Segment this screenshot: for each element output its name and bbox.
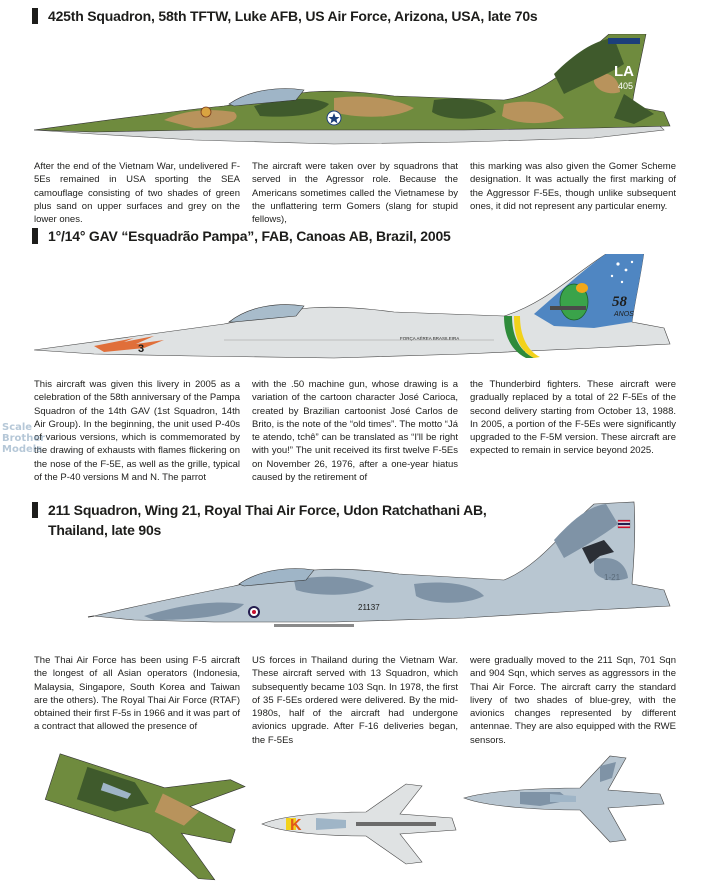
tail-number-405: 405 [618,81,634,91]
nose-number-3: 3 [138,343,145,355]
section-2-title: 1°/14° GAV “Esquadrão Pampa”, FAB, Canoas AB, Brazil, 2005 [48,228,451,244]
section-1-column-3: this marking was also given the Gomer Scheme designation. It was actually the first marking of the Aggressor F-5Es, though unlike subsequent ones, it did not represent any particular enemy. [470,161,676,212]
watermark-line-2: Brother [2,433,46,444]
heading-bar [32,8,38,24]
plan-view-marking-k: K [290,817,302,834]
tail-number-thai: 1-21 [604,573,621,582]
tail-badge-anos: ANOS [614,311,634,318]
section-2-heading [32,226,451,246]
tail-code-la: LA [614,63,634,80]
section-3-column-2: US forces in Thailand during the Vietnam War. These aircraft served with 13 Squadron, which subsequently became 103 Sqn. In 1978, the first of 35 F-5Es ordered were delivered. By the mid-1980s, half of the aircraft had undergone avionics upgrade. After F-16 deliveries began, the F-5Es [252,655,458,746]
section-3-column-1: The Thai Air Force has been using F-5 aircraft the longest of all Asian operators (Indonesia, Malaysia, Singapore, South Korea and Taiwan are the others). The Royal Thai Air Force (RTAF) obtained their first F-5s in 1966 and it was part of a contract that allowed the presence of [34,655,240,733]
section-1-heading [32,6,538,26]
watermark-line-3: Models [2,444,43,455]
section-3-title-line-2: Thailand, late 90s [48,522,162,538]
fuselage-text-fab: FORÇA AÉREA BRASILEIRA [400,336,460,341]
tail-badge-58: 58 [612,294,627,310]
f5e-usaf-side-profile [34,34,674,152]
f5e-brazil-top-view [256,770,466,882]
section-1-column-1: After the end of the Vietnam War, undelivered F-5Es remained in USA sporting the SEA camouflage consisting of two shades of green plus sand on upper surfaces and grey on the lower ones. [34,161,240,226]
fuselage-number-21137: 21137 [358,603,380,612]
section-3-title-line-1: 211 Squadron, Wing 21, Royal Thai Air Force, Udon Ratchathani AB, [48,502,487,518]
section-1-column-2: The aircraft were taken over by squadrons that served in the Agressor role. Because the Americans sometimes called the Vietnamese by the unflattering term Gomers (slang for stupid fellows), [252,161,458,226]
section-2-column-1: This aircraft was given this livery in 2005 as a celebration of the 58th anniversary of the Pampa Squadron of the 14th GAV (1st Squadron, 14th Air Group). In the beginning, the unit used P-40s of various versions, which is commemorated by the drawing of exhausts with flames flickering on the nose of the F-5E, as well as the grille, typical of the P-40 versions M and N. The parrot [34,379,240,484]
section-2-column-2: with the .50 machine gun, whose drawing is a variation of the cartoon character José Carioca, created by Brazilian cartoonist José Carlos de Brito, is the note of the “old times”. The motto “Já te atendo, tchê” can be translated as “I'll be right with you!” The unit received its first twelve F-5Es on November 26, 1976, after a one-year hiatus caused by the retirement of [252,379,458,484]
section-1-title: 425th Squadron, 58th TFTW, Luke AFB, US Air Force, Arizona, USA, late 70s [48,8,538,24]
heading-bar [32,228,38,244]
f5e-thai-side-profile [34,500,674,636]
f5e-usaf-top-view [38,742,248,882]
section-3-column-3: were gradually moved to the 211 Sqn, 701 Sqn and 904 Sqn, which serves as aggressors in the Thai Air Force. The aircraft carry the standard livery of two shades of blue-grey, with the avionics changes represented by different antennae. They are also equipped with the RWE sensors. [470,655,676,746]
f5e-brazil-side-profile [34,254,674,368]
scale-brother-models-watermark [2,422,48,466]
f5e-thai-top-view [460,742,684,846]
watermark-line-1: Scale [2,422,33,433]
section-2-column-3: the Thunderbird fighters. These aircraft were gradually replaced by a total of 22 F-5Es of the second delivery starting from October 13, 1988. In 2005, a portion of the F-5Es were significantly upgraded to the F-5M version. These aircraft are expected to remain in service beyond 2025. [470,379,676,457]
